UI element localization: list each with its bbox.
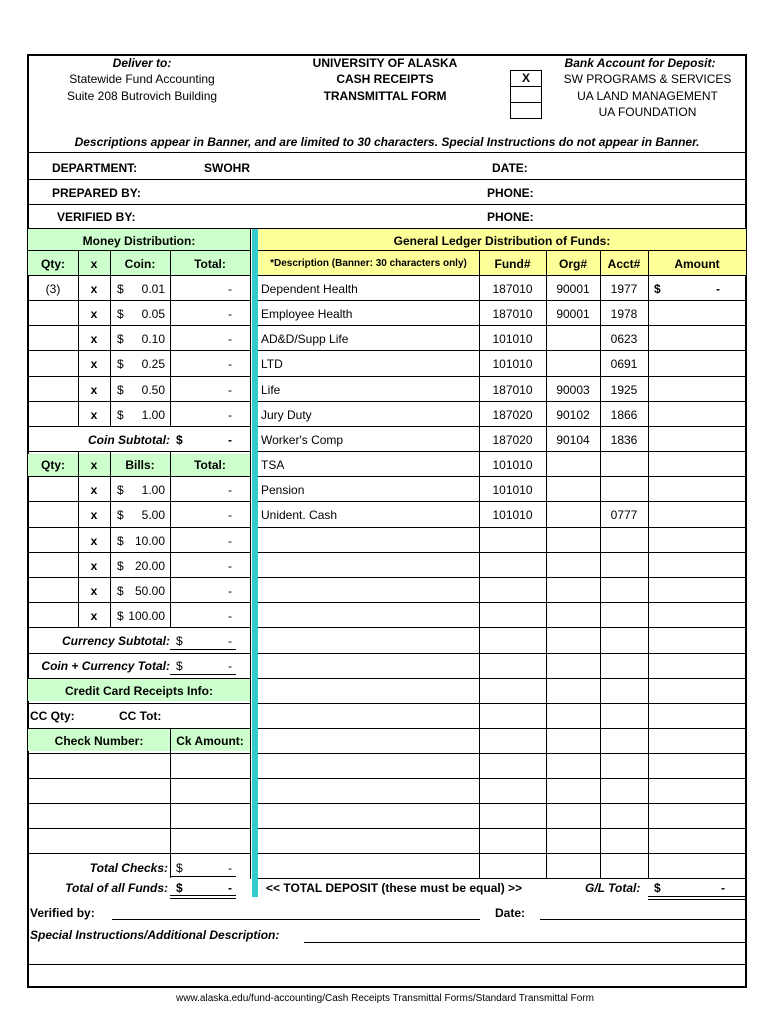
gl-org[interactable]: 90001 — [556, 282, 590, 296]
verified-by-label: VERIFIED BY: — [57, 210, 136, 224]
gl-acct[interactable]: 1866 — [610, 408, 638, 422]
bill-x: x — [90, 483, 98, 497]
total-checks-label: Total Checks: — [89, 861, 168, 875]
coin-total-header: Total: — [194, 257, 226, 271]
coin-x-header: x — [90, 257, 98, 271]
bill-total: - — [228, 508, 232, 522]
gl-org-header: Org# — [558, 257, 587, 271]
gl-amount[interactable]: - — [716, 282, 720, 296]
coin-denomination: 0.50 — [141, 383, 165, 397]
deliver-to-line2: Suite 208 Butrovich Building — [66, 89, 218, 103]
gl-description[interactable]: Unident. Cash — [261, 508, 338, 522]
bill-currency: $ — [117, 508, 124, 522]
deliver-to-line1: Statewide Fund Accounting — [69, 72, 215, 86]
cc-receipts-title: Credit Card Receipts Info: — [64, 684, 214, 698]
gl-acct[interactable]: 1925 — [610, 383, 638, 397]
bill-qty-header: Qty: — [41, 458, 65, 472]
coin-total: - — [228, 383, 232, 397]
department-value[interactable]: SWOHR — [204, 161, 250, 175]
date-label: DATE: — [492, 161, 528, 175]
bill-currency: $ — [117, 584, 124, 598]
gl-description[interactable]: Dependent Health — [261, 282, 358, 296]
cc-qty-label: CC Qty: — [30, 709, 75, 723]
bill-total: - — [228, 534, 232, 548]
coin-total: - — [228, 408, 232, 422]
special-instructions-line2[interactable] — [28, 964, 746, 965]
bill-total-header: Total: — [194, 458, 226, 472]
special-instructions-line[interactable] — [304, 942, 746, 943]
coin-denomination: 0.10 — [141, 332, 165, 346]
coin-total: - — [228, 332, 232, 346]
coin-denomination: 1.00 — [141, 408, 165, 422]
gl-fund[interactable]: 187010 — [492, 282, 533, 296]
bill-total: - — [228, 584, 232, 598]
gl-description[interactable]: Worker's Comp — [261, 433, 344, 447]
bank-account-label: Bank Account for Deposit: — [564, 56, 716, 70]
coin-qty[interactable]: (3) — [45, 282, 61, 296]
coin-currency-total-currency: $ — [176, 659, 183, 673]
phone2-label: PHONE: — [487, 210, 534, 224]
total-all-funds-value: - — [228, 881, 232, 895]
gl-org[interactable]: 90003 — [556, 383, 590, 397]
gl-acct[interactable]: 1836 — [610, 433, 638, 447]
gl-org[interactable]: 90104 — [556, 433, 590, 447]
total-checks-currency: $ — [176, 861, 183, 875]
bill-x: x — [90, 534, 98, 548]
bill-currency: $ — [117, 559, 124, 573]
coin-currency: $ — [117, 383, 124, 397]
verified-date-line[interactable] — [540, 919, 746, 920]
bill-denomination: 50.00 — [134, 584, 165, 598]
prepared-by-label: PREPARED BY: — [52, 186, 141, 200]
coin-currency: $ — [117, 408, 124, 422]
coin-x: x — [90, 383, 98, 397]
bill-currency: $ — [117, 609, 124, 623]
banner-note: Descriptions appear in Banner, and are limited to 30 characters. Special Instructions do not appear in Banner. — [74, 135, 700, 149]
bill-x: x — [90, 508, 98, 522]
currency-subtotal-currency: $ — [176, 634, 183, 648]
bill-x-header: x — [90, 458, 98, 472]
column-separator — [252, 229, 258, 897]
coin-currency: $ — [117, 282, 124, 296]
gl-total-label: G/L Total: — [585, 881, 641, 895]
gl-total-value: - — [721, 881, 725, 895]
bill-denomination: 10.00 — [134, 534, 165, 548]
bank-option-checkbox-sw-programs[interactable]: X — [510, 70, 542, 87]
bank-option-label-sw-programs: SW PROGRAMS & SERVICES — [563, 72, 732, 86]
gl-acct[interactable]: 0623 — [610, 332, 638, 346]
money-distribution-title: Money Distribution: — [82, 234, 196, 248]
bill-total: - — [228, 609, 232, 623]
verified-by-line[interactable] — [112, 919, 480, 920]
check-amount-header: Ck Amount: — [176, 734, 244, 748]
gl-fund[interactable]: 101010 — [492, 508, 533, 522]
gl-acct[interactable]: 0777 — [610, 508, 638, 522]
gl-description[interactable]: Pension — [261, 483, 305, 497]
gl-fund[interactable]: 101010 — [492, 458, 533, 472]
bill-currency: $ — [117, 534, 124, 548]
gl-description-header: *Description (Banner: 30 characters only) — [270, 258, 467, 269]
coin-x: x — [90, 332, 98, 346]
bill-total: - — [228, 559, 232, 573]
coin-subtotal-label: Coin Subtotal: — [88, 433, 170, 447]
bills-header: Bills: — [125, 458, 155, 472]
bank-option-checkbox-foundation[interactable] — [510, 102, 542, 119]
gl-description[interactable]: AD&D/Supp Life — [261, 332, 349, 346]
verified-by-bottom-label: Verified by: — [30, 906, 95, 920]
bank-option-label-foundation: UA FOUNDATION — [598, 105, 697, 119]
cc-tot-label: CC Tot: — [119, 709, 162, 723]
currency-subtotal-value: - — [228, 634, 232, 648]
verified-date-label: Date: — [495, 906, 526, 920]
coin-x: x — [90, 282, 98, 296]
gl-fund[interactable]: 101010 — [492, 332, 533, 346]
bill-total: - — [228, 483, 232, 497]
gl-description[interactable]: Jury Duty — [261, 408, 312, 422]
deliver-to-label: Deliver to: — [112, 56, 172, 70]
coin-x: x — [90, 307, 98, 321]
department-label: DEPARTMENT: — [52, 161, 138, 175]
bill-denomination: 20.00 — [134, 559, 165, 573]
bill-x: x — [90, 584, 98, 598]
form-title-line2: CASH RECEIPTS — [336, 72, 434, 86]
total-all-funds-label: Total of all Funds: — [65, 881, 168, 895]
gl-acct[interactable]: 0691 — [610, 357, 638, 371]
gl-description[interactable]: Life — [261, 383, 281, 397]
bank-option-label-land-management: UA LAND MANAGEMENT — [577, 89, 718, 103]
coin-currency: $ — [117, 357, 124, 371]
gl-fund[interactable]: 101010 — [492, 357, 533, 371]
gl-fund[interactable]: 187010 — [492, 307, 533, 321]
coin-currency: $ — [117, 307, 124, 321]
total-checks-value: - — [228, 861, 232, 875]
gl-fund-header: Fund# — [494, 257, 531, 271]
gl-total-currency: $ — [654, 881, 661, 895]
bank-option-checkbox-land-management[interactable] — [510, 86, 542, 103]
gl-acct-header: Acct# — [607, 257, 641, 271]
gl-org[interactable]: 90001 — [556, 307, 590, 321]
gl-title: General Ledger Distribution of Funds: — [393, 234, 611, 248]
footer-path: www.alaska.edu/fund-accounting/Cash Receipts Transmittal Forms/Standard Transmittal Form — [176, 993, 594, 1004]
gl-fund[interactable]: 187020 — [492, 408, 533, 422]
form-title-line3: TRANSMITTAL FORM — [323, 89, 447, 103]
gl-fund[interactable]: 187020 — [492, 433, 533, 447]
check-number-header: Check Number: — [54, 734, 144, 748]
gl-org[interactable]: 90102 — [556, 408, 590, 422]
coin-x: x — [90, 357, 98, 371]
coin-denomination: 0.25 — [141, 357, 165, 371]
gl-description[interactable]: LTD — [261, 357, 283, 371]
phone-label: PHONE: — [487, 186, 534, 200]
bill-x: x — [90, 609, 98, 623]
coin-x: x — [90, 408, 98, 422]
gl-description[interactable]: TSA — [261, 458, 285, 472]
coin-header: Coin: — [124, 257, 156, 271]
gl-acct[interactable]: 1978 — [610, 307, 638, 321]
coin-subtotal-currency: $ — [176, 433, 183, 447]
coin-currency-total-value: - — [228, 659, 232, 673]
coin-currency: $ — [117, 332, 124, 346]
coin-qty-header: Qty: — [41, 257, 65, 271]
coin-total: - — [228, 282, 232, 296]
bill-denomination: 1.00 — [141, 483, 165, 497]
total-all-funds-currency: $ — [176, 881, 183, 895]
coin-currency-total-label: Coin + Currency Total: — [41, 659, 170, 673]
bill-currency: $ — [117, 483, 124, 497]
form-title-line1: UNIVERSITY OF ALASKA — [312, 56, 458, 70]
bill-denomination: 100.00 — [128, 609, 165, 623]
coin-subtotal-value: - — [228, 433, 232, 447]
currency-subtotal-label: Currency Subtotal: — [61, 634, 170, 648]
coin-total: - — [228, 307, 232, 321]
gl-acct[interactable]: 1977 — [610, 282, 638, 296]
bill-x: x — [90, 559, 98, 573]
gl-amount-header: Amount — [674, 257, 720, 271]
gl-fund[interactable]: 187010 — [492, 383, 533, 397]
total-deposit-label: << TOTAL DEPOSIT (these must be equal) >> — [266, 881, 523, 895]
bill-denomination: 5.00 — [141, 508, 165, 522]
coin-denomination: 0.05 — [141, 307, 165, 321]
coin-total: - — [228, 357, 232, 371]
gl-fund[interactable]: 101010 — [492, 483, 533, 497]
gl-amount-currency: $ — [654, 282, 661, 296]
special-instructions-label: Special Instructions/Additional Description: — [30, 928, 280, 942]
gl-description[interactable]: Employee Health — [261, 307, 353, 321]
coin-denomination: 0.01 — [141, 282, 165, 296]
